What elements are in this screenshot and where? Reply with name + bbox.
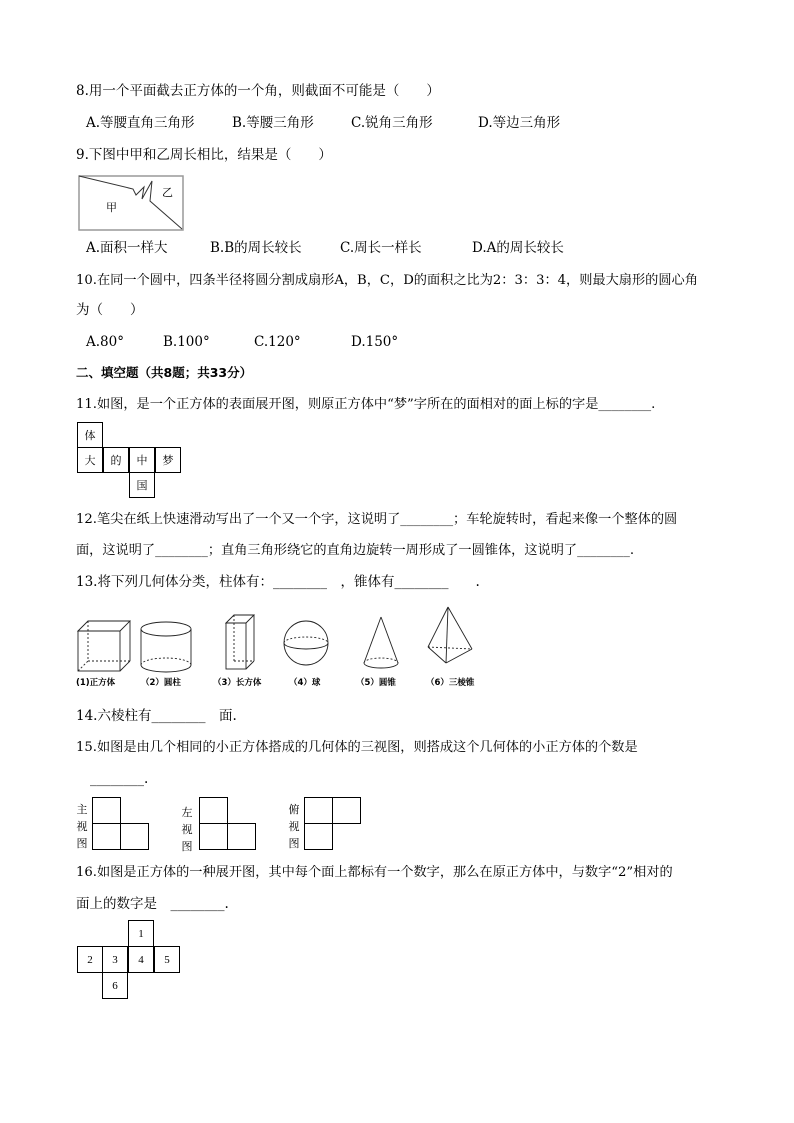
q16-cell-6: 6 <box>102 972 128 999</box>
q15-left-view <box>199 797 259 853</box>
q13-label-cylinder: （2）圆柱 <box>141 678 181 688</box>
q8-option-d: D.等边三角形 <box>478 115 561 131</box>
cuboid-icon <box>226 615 254 669</box>
sphere-icon <box>284 621 328 665</box>
q11-net <box>77 422 187 500</box>
q15-text-line1: 15.如图是由几个相同的小正方体搭成的几何体的三视图，则搭成这个几何体的小正方体的个数是 <box>76 740 638 755</box>
q15-top-view-label-3: 图 <box>288 837 300 850</box>
q11-cell-guo: 国 <box>129 472 155 498</box>
q10-option-c: C.120° <box>254 334 301 350</box>
q8-option-b: B.等腰三角形 <box>232 115 314 131</box>
q15-top-cell <box>304 823 333 850</box>
q11-cell-zhong: 中 <box>129 447 155 473</box>
q16-text-line1: 16.如图是正方体的一种展开图，其中每个面上都标有一个数字，那么在原正方体中，与数字“2”相对的 <box>76 865 673 880</box>
q11-cell-ti: 体 <box>77 422 103 448</box>
q15-front-view-label-2: 视 <box>76 820 88 833</box>
q11-cell-da: 大 <box>77 447 103 473</box>
q11-text: 11.如图，是一个正方体的表面展开图，则原正方体中“梦”字所在的面相对的面上标的字是________. <box>76 397 656 412</box>
q15-left-view-label-3: 图 <box>181 840 193 853</box>
q12-text-line2: 面，这说明了________；直角三角形绕它的直角边旋转一周形成了一圆锥体，这说明了________. <box>76 543 635 558</box>
q15-text-line2: ________. <box>90 771 149 787</box>
q10-option-a: A.80° <box>86 334 124 350</box>
q15-front-cell <box>92 797 121 824</box>
q15-left-cell <box>199 797 228 824</box>
q13-label-cone: （5）圆锥 <box>356 678 396 688</box>
q13-label-sphere: （4）球 <box>289 678 321 688</box>
q15-front-cell <box>92 823 121 850</box>
cone-icon <box>364 617 398 668</box>
q15-top-view-label-2: 视 <box>288 820 300 833</box>
q9-option-b: B.B的周长较长 <box>210 240 302 256</box>
q15-front-view-label-3: 图 <box>76 837 88 850</box>
q9-outer-rect <box>79 176 183 230</box>
q13-label-cuboid: （3）长方体 <box>213 678 262 688</box>
q9-option-d: D.A的周长较长 <box>472 240 564 256</box>
q13-shapes-figure <box>74 605 484 689</box>
q15-front-view-label-1: 主 <box>76 803 88 816</box>
q15-left-view-label-2: 视 <box>181 823 193 836</box>
q13-text: 13.将下列几何体分类，柱体有：________ ，锥体有________ . <box>76 574 480 590</box>
q9-label-jia: 甲 <box>106 201 117 214</box>
q15-left-view-label-1: 左 <box>181 806 193 819</box>
q13-label-pyramid: （6）三棱锥 <box>426 678 475 688</box>
q15-top-cell <box>304 797 333 824</box>
q16-cell-1: 1 <box>128 920 154 947</box>
q15-left-cell <box>227 823 256 850</box>
q15-front-cell <box>120 823 149 850</box>
q10-option-b: B.100° <box>163 334 210 350</box>
q16-cell-5: 5 <box>154 946 180 973</box>
q15-front-view <box>92 797 152 853</box>
q13-label-cube: (1)正方体 <box>76 678 116 688</box>
cube-icon <box>78 621 130 671</box>
q15-top-view <box>304 797 364 853</box>
q9-label-yi: 乙 <box>162 186 173 199</box>
q8-text: 8.用一个平面截去正方体的一个角，则截面不可能是（ ） <box>76 83 440 99</box>
q11-cell-de: 的 <box>103 447 129 473</box>
q12-text-line1: 12.笔尖在纸上快速滑动写出了一个又一个字，这说明了________；车轮旋转时，看起来像一个整体的圆 <box>76 512 678 527</box>
q15-top-view-label-1: 俯 <box>288 803 300 816</box>
q8-option-a: A.等腰直角三角形 <box>86 115 195 131</box>
q9-figure <box>78 175 184 231</box>
q8-option-c: C.锐角三角形 <box>351 115 433 131</box>
cylinder-icon <box>141 622 191 672</box>
q16-cell-3: 3 <box>102 946 128 973</box>
q14-text: 14.六棱柱有________ 面. <box>76 708 237 724</box>
q11-cell-meng: 梦 <box>155 447 181 473</box>
q16-text-line2: 面上的数字是 ________. <box>76 896 229 912</box>
q15-left-cell <box>199 823 228 850</box>
q9-option-a: A.面积一样大 <box>86 240 168 256</box>
triangular-pyramid-icon <box>428 607 472 663</box>
section-heading: 二、填空题（共8题；共33分） <box>76 365 253 380</box>
q16-net <box>77 920 183 1000</box>
q9-text: 9.下图中甲和乙周长相比，结果是（ ） <box>76 147 332 163</box>
q16-cell-2: 2 <box>77 946 103 973</box>
q10-text-line1: 10.在同一个圆中，四条半径将圆分割成扇形A，B，C，D的面积之比为2：3：3：4，则最大扇形的圆心角 <box>76 273 698 288</box>
q16-cell-4: 4 <box>128 946 154 973</box>
q15-top-cell <box>332 797 361 824</box>
q10-option-d: D.150° <box>351 334 399 350</box>
q9-option-c: C.周长一样长 <box>340 240 422 256</box>
q10-text-line2: 为（ ） <box>76 302 144 318</box>
